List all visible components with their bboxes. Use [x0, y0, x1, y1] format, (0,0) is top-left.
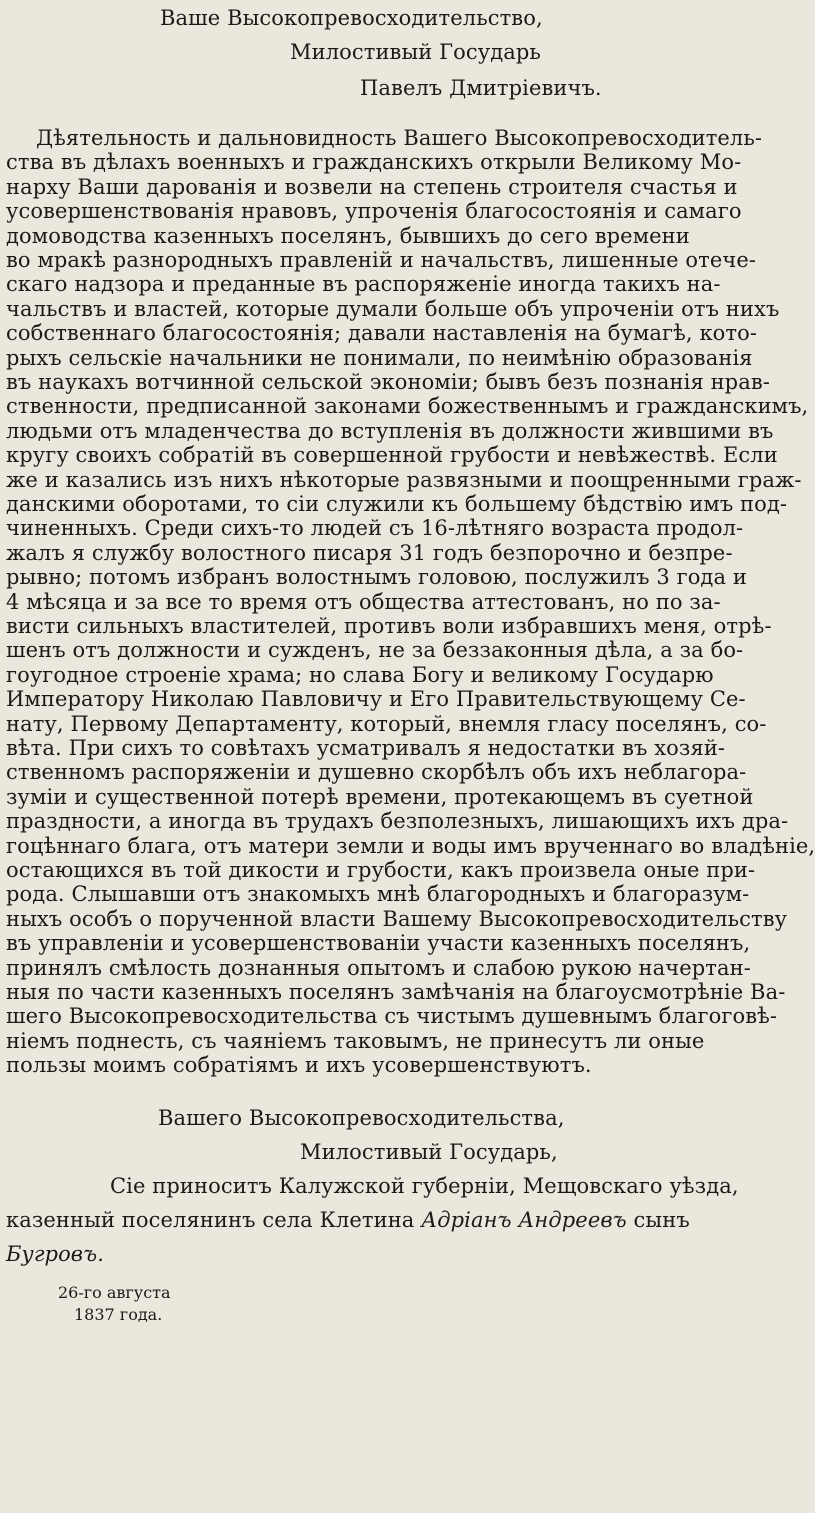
body-line: собственнаго благосостоянія; давали наставленія на бумагѣ, кото- [6, 321, 758, 346]
body-line: же и казались изъ нихъ нѣкоторые развязными и поощренными граж- [6, 467, 802, 492]
body-line: чальствъ и властей, которые думали больше объ упроченіи отъ нихъ [6, 296, 780, 321]
body-line: кругу своихъ собратій въ совершенной грубости и невѣжествѣ. Если [6, 443, 778, 468]
author-surname: Бугровъ. [6, 1242, 105, 1266]
body-line: жалъ я службу волостного писаря 31 годъ безпорочно и безпре- [6, 540, 733, 565]
body-line: Императору Николаю Павловичу и Его Правительствующему Се- [6, 687, 746, 712]
body-line: Дѣятельность и дальновидность Вашего Высокопревосходитель- [36, 126, 763, 150]
salutation-line-2: Милостивый Государь [290, 40, 541, 64]
body-line: рывно; потомъ избранъ волостнымъ головою, послужилъ 3 года и [6, 565, 747, 590]
date-line-2: 1837 года. [74, 1305, 163, 1324]
body-line: принялъ смѣлость дознанныя опытомъ и слабою рукою начертан- [6, 955, 751, 980]
salutation-line-3: Павелъ Дмитріевичъ. [360, 76, 602, 100]
body-line: ственномъ распоряженіи и душевно скорбѣлъ объ ихъ неблагора- [6, 760, 747, 785]
closing-line-3: Сіе приноситъ Калужской губерніи, Мещовскаго уѣзда, [110, 1174, 739, 1198]
body-line: вѣта. При сихъ то совѣтахъ усматривалъ я недостатки въ хозяй- [6, 736, 726, 760]
body-line: нату, Первому Департаменту, который, внемля гласу поселянъ, со- [6, 711, 767, 736]
body-line: гоугодное строеніе храма; но слава Богу и великому Государю [6, 662, 714, 687]
body-line: во мракѣ разнородныхъ правленій и начальствъ, лишенные отече- [6, 248, 757, 272]
closing-line-1: Вашего Высокопревосходительства, [158, 1106, 565, 1130]
body-line: скаго надзора и преданные въ распоряженіе иногда такихъ на- [6, 272, 721, 297]
body-line: шенъ отъ должности и сужденъ, не за беззаконныя дѣла, а за бо- [6, 638, 744, 663]
salutation-line-1: Ваше Высокопревосходительство, [160, 6, 543, 30]
body-line: гоцѣннаго блага, отъ матери земли и воды имъ врученнаго во владѣніе, [6, 833, 815, 858]
body-line: рода. Слышавши отъ знакомыхъ мнѣ благородныхъ и благоразум- [6, 882, 750, 907]
body-line: въ наукахъ вотчинной сельской экономіи; бывъ безъ познанія нрав- [6, 370, 770, 394]
body-line: въ управленіи и усовершенствованіи участи казенныхъ поселянъ, [6, 931, 751, 956]
closing-line-4 [6, 1206, 690, 1234]
author-name: Адріанъ Андреевъ [421, 1208, 627, 1232]
body-line: ніемъ поднесть, съ чаяніемъ таковымъ, не принесутъ ли оные [6, 1028, 705, 1053]
body-line: домоводства казенныхъ поселянъ, бывшихъ до сего времени [6, 223, 690, 248]
body-line: усовершенствованія нравовъ, упроченія благосостоянія и самаго [6, 199, 742, 224]
body-line: данскими оборотами, то сіи служили къ большему бѣдствію имъ под- [6, 492, 788, 516]
closing-line-4-text: казенный поселянинъ села Клетина [6, 1208, 422, 1232]
closing-line-2: Милостивый Государь, [300, 1140, 558, 1164]
body-line: людьми отъ младенчества до вступленія въ должности жившими въ [6, 418, 774, 443]
body-line: чиненныхъ. Среди сихъ-то людей съ 16-лѣтняго возраста продол- [6, 516, 744, 541]
body-line: висти сильныхъ властителей, противъ воли избравшихъ меня, отрѣ- [6, 614, 772, 638]
body-line: ныхъ особъ о порученной власти Вашему Высокопревосходительству [6, 906, 788, 931]
body-line: рыхъ сельскіе начальники не понимали, по неимѣнію образованія [6, 345, 753, 370]
body-line: ныя по части казенныхъ поселянъ замѣчанія на благоусмотрѣніе Ва- [6, 980, 786, 1004]
body-line: 4 мѣсяца и за все то время отъ общества аттестованъ, но по за- [6, 589, 721, 614]
body-line: праздности, а иногда въ трудахъ безполезныхъ, лишающихъ ихъ дра- [6, 809, 789, 834]
body-line: ственности, предписанной законами божественнымъ и гражданскимъ, [6, 394, 809, 419]
body-line: ства въ дѣлахъ военныхъ и гражданскихъ открыли Великому Мо- [6, 150, 742, 175]
body-line: пользы моимъ собратіямъ и ихъ усовершенствуютъ. [6, 1053, 592, 1078]
body-line: остающихся въ той дикости и грубости, какъ произвела оные при- [6, 858, 756, 882]
body-line: шего Высокопревосходительства съ чистымъ душевнымъ благоговѣ- [6, 1004, 778, 1029]
closing-line-4-tail: сынъ [626, 1208, 690, 1232]
body-line: зуміи и существенной потерѣ времени, протекающемъ въ суетной [6, 784, 754, 809]
date-line-1: 26-го августа [58, 1283, 171, 1302]
body-line: нарху Ваши дарованія и возвели на степень строителя счастья и [6, 174, 738, 199]
